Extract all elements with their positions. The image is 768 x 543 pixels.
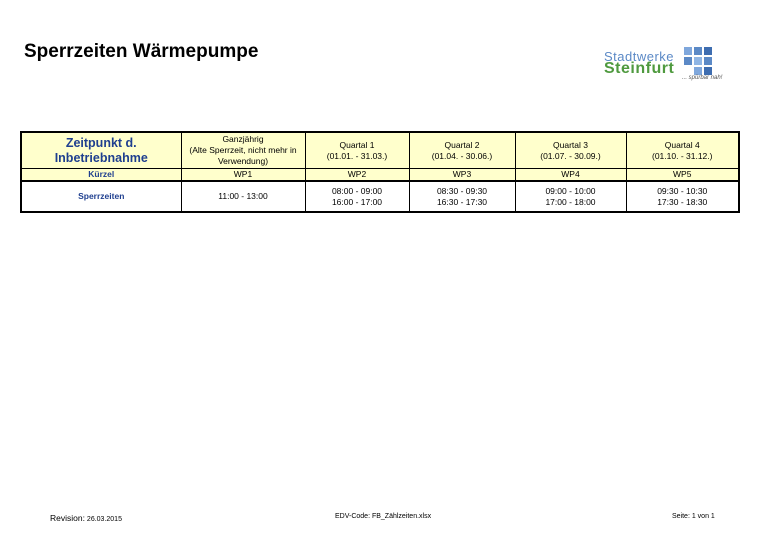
kuerzel-cell: WP2 — [305, 169, 409, 182]
header-ganzjaehrig — [181, 132, 305, 169]
header-inbetriebnahme-line1: Zeitpunkt d. — [65, 135, 137, 150]
sperrzeit-time: 08:30 - 09:30 — [436, 185, 488, 196]
sperrzeit-time: 17:30 - 18:30 — [657, 196, 708, 207]
header-quartal-4 — [626, 132, 739, 169]
header-cell-line: Ganzjährig — [222, 134, 264, 144]
kuerzel-cell: WP1 — [181, 169, 305, 182]
sperrzeit-cell — [181, 181, 305, 212]
table-kuerzel-row — [21, 169, 739, 182]
sperrzeit-time: 16:00 - 17:00 — [331, 196, 383, 207]
revision-date: 26.03.2015 — [86, 516, 122, 523]
page-title: Sperrzeiten Wärmepumpe — [24, 41, 259, 62]
sperrzeit-cell — [515, 181, 626, 212]
footer-revision — [50, 513, 122, 523]
kuerzel-label: Kürzel — [21, 169, 181, 182]
header-cell-line: (01.04. - 30.06.) — [431, 150, 493, 161]
sperrzeit-time: 17:00 - 18:00 — [545, 196, 596, 207]
footer-page-info: Seite: 1 von 1 — [672, 513, 715, 520]
sperrzeit-time: 09:00 - 10:00 — [545, 185, 596, 196]
footer-edv-code: EDV-Code: FB_Zählzeiten.xlsx — [335, 513, 432, 520]
sperrzeit-cell — [305, 181, 409, 212]
sperrzeit-time: 11:00 - 13:00 — [218, 191, 268, 201]
header-cell-line: Quartal 4 — [664, 139, 700, 150]
sperrzeit-time: 16:30 - 17:30 — [436, 196, 488, 207]
header-inbetriebnahme-line2: Inbetriebnahme — [54, 150, 148, 165]
sperrzeiten-table — [20, 131, 740, 213]
sperrzeit-cell — [409, 181, 515, 212]
header-quartal-3 — [515, 132, 626, 169]
sperrzeit-time: 08:00 - 09:00 — [331, 185, 383, 196]
sperrzeit-time: 09:30 - 10:30 — [657, 185, 708, 196]
header-cell-line: Quartal 1 — [339, 139, 375, 150]
stadtwerke-logo — [604, 45, 734, 85]
logo-text-line2: Steinfurt — [604, 60, 675, 77]
header-cell-line: (01.07. - 30.09.) — [540, 150, 601, 161]
header-cell-line: Quartal 3 — [553, 139, 588, 150]
logo-grid-icon — [684, 47, 712, 75]
header-cell-line: Verwendung) — [217, 156, 269, 166]
kuerzel-cell: WP5 — [626, 169, 739, 182]
sperrzeit-cell — [626, 181, 739, 212]
kuerzel-cell: WP4 — [515, 169, 626, 182]
kuerzel-cell: WP3 — [409, 169, 515, 182]
header-inbetriebnahme — [21, 132, 181, 169]
sperrzeiten-label: Sperrzeiten — [21, 181, 181, 212]
logo-tagline: ... spürbar nah! — [682, 75, 723, 81]
table-sperrzeiten-row — [21, 181, 739, 212]
header-cell-line: (Alte Sperrzeit, nicht mehr in — [189, 145, 297, 155]
header-cell-line: Quartal 2 — [444, 139, 480, 150]
revision-label: Revision: — [50, 513, 85, 523]
header-cell-line: (01.10. - 31.12.) — [652, 150, 713, 161]
header-cell-line: (01.01. - 31.03.) — [326, 150, 388, 161]
table-header-row — [21, 132, 739, 169]
logo-text-line1: Stadtwerke — [604, 49, 675, 64]
header-quartal-2 — [409, 132, 515, 169]
header-quartal-1 — [305, 132, 409, 169]
